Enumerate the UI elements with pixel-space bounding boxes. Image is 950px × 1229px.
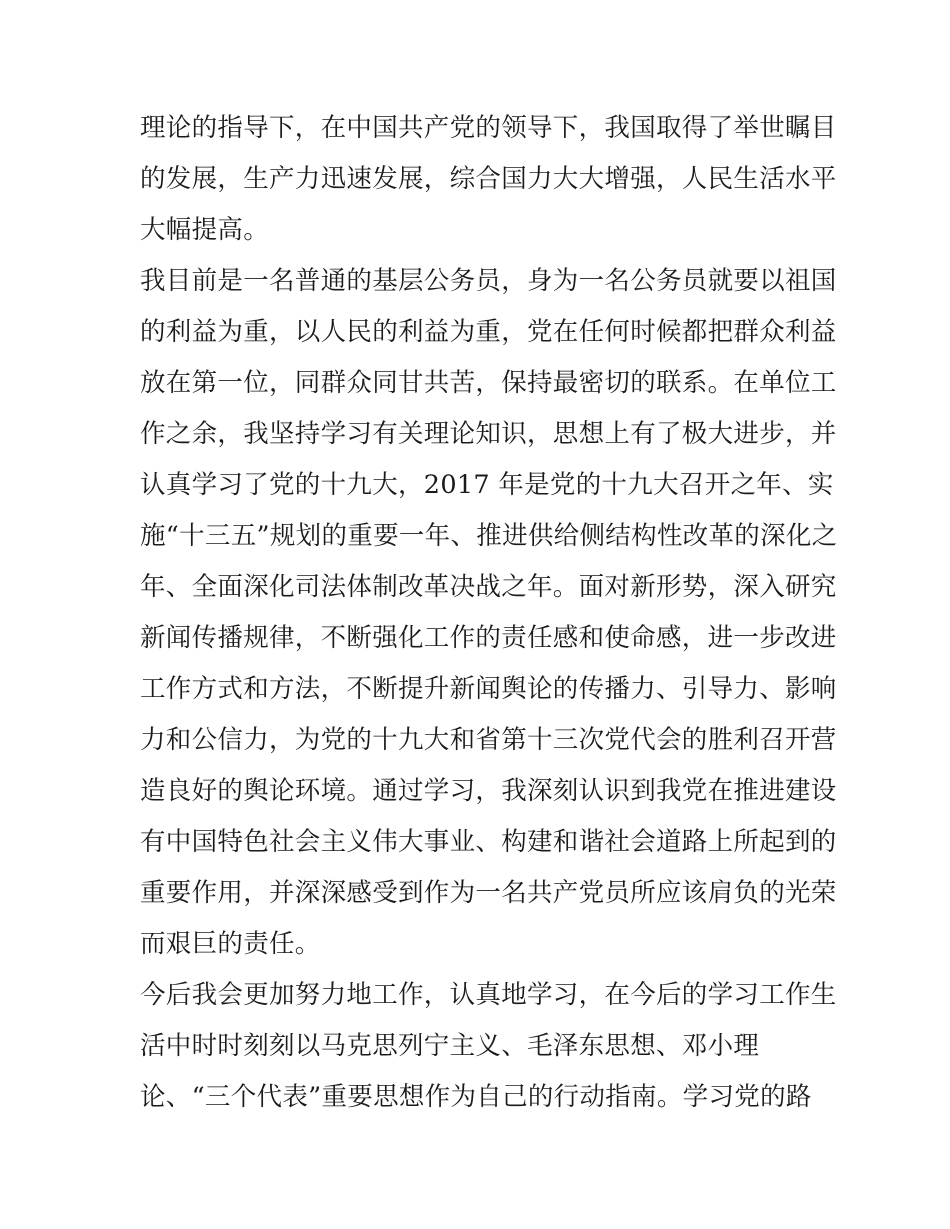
text-line: 今后我会更加努力地工作，认真地学习，在今后的学习工作生 [140, 980, 837, 1010]
text-line: 而艰巨的责任。 [140, 929, 321, 959]
text-line: 有中国特色社会主义伟大事业、构建和谐社会道路上所起到的 [140, 827, 837, 857]
text-line: 造良好的舆论环境。通过学习，我深刻认识到我党在推进建设 [140, 776, 837, 806]
text-line: 年、全面深化司法体制改革决战之年。面对新形势，深入研究 [140, 572, 837, 602]
text-line: 认真学习了党的十九大，2017 年是党的十九大召开之年、实 [140, 470, 834, 500]
text-line: 重要作用，并深深感受到作为一名共产党员所应该肩负的光荣 [140, 878, 837, 908]
text-line: 施“十三五”规划的重要一年、推进供给侧结构性改革的深化之 [140, 521, 838, 551]
text-line: 力和公信力，为党的十九大和省第十三次党代会的胜利召开营 [140, 725, 837, 755]
text-line: 的发展，生产力迅速发展，综合国力大大增强，人民生活水平 [140, 164, 837, 194]
text-line: 放在第一位，同群众同甘共苦，保持最密切的联系。在单位工 [140, 368, 837, 398]
text-line: 论、“三个代表”重要思想作为自己的行动指南。学习党的路 [140, 1082, 812, 1112]
text-line: 的利益为重，以人民的利益为重，党在任何时候都把群众利益 [140, 317, 837, 347]
text-line: 活中时时刻刻以马克思列宁主义、毛泽东思想、邓小理 [140, 1031, 760, 1061]
text-line: 新闻传播规律，不断强化工作的责任感和使命感，进一步改进 [140, 623, 837, 653]
text-line: 大幅提高。 [140, 215, 270, 245]
text-line: 作之余，我坚持学习有关理论知识，思想上有了极大进步，并 [140, 419, 837, 449]
text-line: 工作方式和方法，不断提升新闻舆论的传播力、引导力、影响 [140, 674, 837, 704]
text-line: 理论的指导下，在中国共产党的领导下，我国取得了举世瞩目 [140, 113, 837, 143]
text-line: 我目前是一名普通的基层公务员，身为一名公务员就要以祖国 [140, 266, 837, 296]
